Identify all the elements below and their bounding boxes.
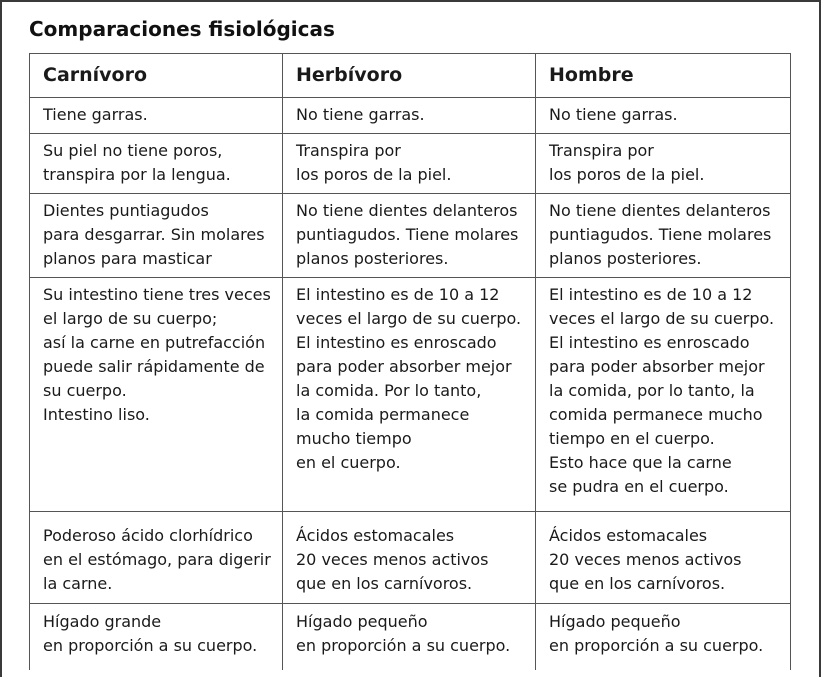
cell-line: El intestino es de 10 a 12 [549,285,753,304]
cell-line: Esto hace que la carne [549,453,732,472]
column-header-carnivoro: Carnívoro [30,54,283,98]
table-row-piel [30,134,791,194]
cell-herbivoro [283,278,536,512]
cell-line: 20 veces menos activos [296,550,489,569]
cell-carnivoro [30,194,283,278]
cell-line: que en los carnívoros. [296,574,473,593]
cell-hombre [536,278,791,512]
table-header-row [30,54,791,98]
cell-carnivoro [30,134,283,194]
cell-line: puntiagudos. Tiene molares [296,225,519,244]
cell-line: que en los carnívoros. [549,574,726,593]
cell-line: Ácidos estomacales [296,526,455,545]
page-title: Comparaciones fisiológicas [29,17,335,41]
cell-line: Transpira por [296,141,401,160]
cell-line: El intestino es enroscado [549,333,750,352]
cell-line: Hígado pequeño [549,612,681,631]
cell-line: los poros de la piel. [296,165,452,184]
cell-line: 20 veces menos activos [549,550,742,569]
cell-line: Hígado pequeño [296,612,428,631]
comparison-table [29,53,791,670]
cell-line: los poros de la piel. [549,165,705,184]
cell-line: Intestino liso. [43,405,150,424]
cell-line: la comida, por lo tanto, la [549,381,755,400]
table-row-higado [30,604,791,670]
cell-herbivoro [283,98,536,134]
cell-line: en el estómago, para digerir [43,550,271,569]
cell-line: comida permanece mucho [549,405,763,424]
cell-line: Tiene garras. [43,105,148,124]
cell-line: Poderoso ácido clorhídrico [43,526,253,545]
cell-line: se pudra en el cuerpo. [549,477,729,496]
cell-line: en proporción a su cuerpo. [43,636,258,655]
cell-line: No tiene dientes delanteros [296,201,518,220]
cell-line: la carne. [43,574,113,593]
table-row-dientes [30,194,791,278]
cell-carnivoro [30,512,283,604]
cell-line: Transpira por [549,141,654,160]
cell-line: Dientes puntiagudos [43,201,209,220]
cell-line: en proporción a su cuerpo. [296,636,511,655]
cell-line: Su intestino tiene tres veces [43,285,271,304]
cell-line: en el cuerpo. [296,453,401,472]
table-row-intestino [30,278,791,512]
cell-line: No tiene garras. [296,105,425,124]
cell-hombre [536,194,791,278]
table-row-acidos [30,512,791,604]
cell-carnivoro [30,98,283,134]
cell-line: El intestino es enroscado [296,333,497,352]
table-row-garras [30,98,791,134]
cell-line: Hígado grande [43,612,162,631]
cell-line: Su piel no tiene poros, [43,141,223,160]
cell-hombre [536,512,791,604]
cell-hombre [536,134,791,194]
cell-line: tiempo en el cuerpo. [549,429,715,448]
cell-herbivoro [283,604,536,670]
cell-line: para desgarrar. Sin molares [43,225,265,244]
cell-line: en proporción a su cuerpo. [549,636,764,655]
column-header-herbivoro: Herbívoro [283,54,536,98]
cell-line: No tiene dientes delanteros [549,201,771,220]
cell-line: planos para masticar [43,249,212,268]
cell-herbivoro [283,194,536,278]
cell-line: mucho tiempo [296,429,412,448]
cell-line: el largo de su cuerpo; [43,309,218,328]
cell-line: la comida permanece [296,405,470,424]
cell-line: la comida. Por lo tanto, [296,381,482,400]
cell-line: puede salir rápidamente de [43,357,265,376]
cell-line: planos posteriores. [296,249,449,268]
cell-hombre [536,98,791,134]
cell-line: El intestino es de 10 a 12 [296,285,500,304]
cell-line: transpira por la lengua. [43,165,231,184]
cell-line: veces el largo de su cuerpo. [549,309,775,328]
cell-line: su cuerpo. [43,381,127,400]
cell-line: para poder absorber mejor [549,357,765,376]
cell-line: planos posteriores. [549,249,702,268]
cell-hombre [536,604,791,670]
cell-line: puntiagudos. Tiene molares [549,225,772,244]
cell-carnivoro [30,604,283,670]
cell-line: No tiene garras. [549,105,678,124]
cell-line: Ácidos estomacales [549,526,708,545]
column-header-hombre: Hombre [536,54,791,98]
cell-line: para poder absorber mejor [296,357,512,376]
cell-herbivoro [283,512,536,604]
cell-line: veces el largo de su cuerpo. [296,309,522,328]
cell-herbivoro [283,134,536,194]
cell-line: así la carne en putrefacción [43,333,266,352]
cell-carnivoro [30,278,283,512]
